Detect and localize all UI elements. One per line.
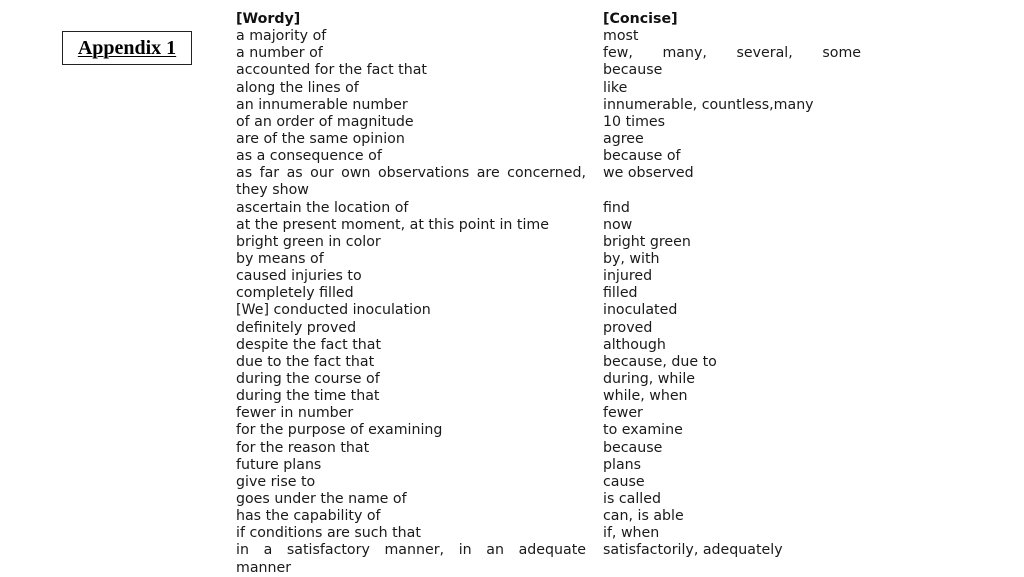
concise-phrase: because, due to	[603, 353, 717, 370]
concise-cell	[603, 474, 861, 491]
table-row	[236, 217, 876, 234]
concise-phrase: because	[603, 62, 663, 79]
wordy-phrase: at the present moment, at this point in time	[236, 216, 549, 233]
table-row	[236, 440, 876, 457]
wordy-phrase: accounted for the fact that	[236, 62, 427, 79]
concise-cell	[603, 148, 861, 165]
wordy-cell	[236, 62, 586, 79]
concise-cell	[603, 457, 861, 474]
table-row	[236, 320, 876, 337]
wordy-cell	[236, 508, 586, 525]
table-row	[236, 337, 876, 354]
table-row	[236, 422, 876, 439]
concise-phrase: although	[603, 336, 666, 353]
table-row	[236, 371, 876, 388]
concise-phrase: cause	[603, 473, 645, 490]
concise-cell	[603, 97, 861, 114]
wordy-cell	[236, 457, 586, 474]
concise-column-header: [Concise]	[603, 11, 678, 27]
concise-phrase: during, while	[603, 370, 695, 387]
concise-cell	[603, 320, 861, 337]
table-header-row	[236, 11, 876, 28]
concise-phrase: because	[603, 439, 663, 456]
wordy-cell	[236, 302, 586, 319]
concise-cell	[603, 62, 861, 79]
table-row	[236, 405, 876, 422]
wordy-phrase: goes under the name of	[236, 490, 407, 507]
table-row	[236, 542, 876, 576]
wordy-phrase: definitely proved	[236, 319, 357, 336]
table-row	[236, 234, 876, 251]
wordy-phrase: ascertain the location of	[236, 199, 409, 216]
wordy-phrase: caused injuries to	[236, 268, 362, 285]
wordy-phrase: a majority of	[236, 28, 327, 45]
wordy-phrase: an innumerable number	[236, 96, 408, 113]
concise-cell	[603, 542, 861, 559]
wordy-phrase: has the capability of	[236, 508, 381, 525]
wordy-cell	[236, 80, 586, 97]
concise-cell	[603, 45, 861, 62]
wordy-cell	[236, 28, 586, 45]
wordy-cell	[236, 234, 586, 251]
wordy-phrase: completely filled	[236, 285, 354, 302]
concise-phrase: filled	[603, 285, 638, 302]
wordy-cell	[236, 97, 586, 114]
wordy-cell	[236, 200, 586, 217]
concise-phrase: can, is able	[603, 508, 684, 525]
table-row	[236, 62, 876, 79]
concise-phrase: proved	[603, 319, 653, 336]
wordy-phrase: as a consequence of	[236, 148, 382, 165]
concise-cell	[603, 371, 861, 388]
table-row	[236, 45, 876, 62]
wordy-phrase: during the time that	[236, 388, 380, 405]
table-row	[236, 97, 876, 114]
concise-cell	[603, 354, 861, 371]
concise-phrase: is called	[603, 490, 661, 507]
wordy-phrase: by means of	[236, 250, 324, 267]
concise-cell	[603, 388, 861, 405]
wordy-cell	[236, 371, 586, 388]
concise-cell	[603, 422, 861, 439]
concise-phrase: plans	[603, 456, 642, 473]
concise-cell	[603, 114, 861, 131]
wordy-cell	[236, 422, 586, 439]
wordy-phrase: of an order of magnitude	[236, 113, 414, 130]
table-row	[236, 131, 876, 148]
wordy-phrase: if conditions are such that	[236, 525, 421, 542]
concise-phrase: most	[603, 28, 639, 45]
table-row	[236, 165, 876, 199]
concise-cell	[603, 302, 861, 319]
concise-cell	[603, 268, 861, 285]
concise-phrase: agree	[603, 131, 644, 147]
concise-phrase: few, many, several, some	[603, 45, 861, 62]
wordy-cell	[236, 354, 586, 371]
table-row	[236, 525, 876, 542]
concise-cell	[603, 251, 861, 268]
concise-cell	[603, 337, 861, 354]
wordy-cell	[236, 337, 586, 354]
wordy-phrase: bright green in color	[236, 233, 381, 250]
wordy-phrase-continued: manner	[236, 559, 292, 576]
table-row	[236, 457, 876, 474]
wordy-phrase: in a satisfactory manner, in an adequate	[236, 542, 586, 559]
appendix-label-box	[62, 31, 192, 65]
wordy-phrase: during the course of	[236, 370, 380, 387]
wordy-phrase: are of the same opinion	[236, 131, 405, 147]
wordy-cell	[236, 491, 586, 508]
concise-phrase: bright green	[603, 233, 691, 250]
table-row	[236, 388, 876, 405]
wordy-phrase: due to the fact that	[236, 353, 375, 370]
concise-cell	[603, 285, 861, 302]
wordy-cell	[236, 268, 586, 285]
table-row	[236, 474, 876, 491]
concise-cell	[603, 28, 861, 45]
wordy-concise-table	[236, 11, 876, 577]
table-row	[236, 491, 876, 508]
concise-phrase: innumerable, countless,many	[603, 96, 814, 113]
concise-phrase: satisfactorily, adequately	[603, 542, 783, 559]
table-row	[236, 508, 876, 525]
concise-phrase: like	[603, 79, 628, 96]
table-row	[236, 268, 876, 285]
concise-phrase: now	[603, 216, 633, 233]
concise-phrase: while, when	[603, 388, 688, 405]
table-row	[236, 148, 876, 165]
wordy-phrase: a number of	[236, 45, 323, 62]
table-row	[236, 354, 876, 371]
concise-phrase: we observed	[603, 165, 694, 182]
wordy-cell	[236, 217, 586, 234]
concise-phrase: by, with	[603, 250, 660, 267]
wordy-cell	[236, 405, 586, 422]
wordy-phrase: for the reason that	[236, 439, 370, 456]
wordy-cell	[236, 440, 586, 457]
wordy-phrase: future plans	[236, 456, 322, 473]
concise-cell	[603, 217, 861, 234]
wordy-cell	[236, 114, 586, 131]
wordy-cell	[236, 474, 586, 491]
wordy-phrase: as far as our own observations are concerned,	[236, 165, 586, 182]
table-row	[236, 251, 876, 268]
wordy-cell	[236, 525, 586, 542]
concise-cell	[603, 525, 861, 542]
concise-phrase: 10 times	[603, 113, 666, 130]
concise-cell	[603, 131, 861, 148]
concise-cell	[603, 440, 861, 457]
table-row	[236, 200, 876, 217]
wordy-cell	[236, 320, 586, 337]
wordy-cell	[236, 148, 586, 165]
wordy-cell	[236, 388, 586, 405]
concise-cell	[603, 234, 861, 251]
table-row	[236, 80, 876, 97]
wordy-cell	[236, 45, 586, 62]
table-body	[236, 28, 876, 577]
wordy-phrase: give rise to	[236, 473, 316, 490]
concise-phrase: because of	[603, 148, 681, 165]
wordy-cell	[236, 542, 586, 576]
wordy-cell	[236, 131, 586, 148]
concise-phrase: inoculated	[603, 302, 678, 319]
concise-cell	[603, 508, 861, 525]
concise-cell	[603, 491, 861, 508]
concise-phrase: find	[603, 199, 630, 216]
concise-cell	[603, 165, 861, 182]
concise-cell	[603, 80, 861, 97]
table-row	[236, 114, 876, 131]
wordy-cell	[236, 285, 586, 302]
wordy-phrase: despite the fact that	[236, 336, 382, 353]
concise-phrase: if, when	[603, 525, 660, 542]
table-row	[236, 28, 876, 45]
wordy-column-header: [Wordy]	[236, 11, 301, 27]
wordy-phrase: along the lines of	[236, 79, 359, 96]
concise-phrase: fewer	[603, 405, 643, 422]
table-row	[236, 302, 876, 319]
wordy-phrase: fewer in number	[236, 405, 354, 422]
wordy-phrase-continued: they show	[236, 182, 309, 199]
concise-cell	[603, 200, 861, 217]
wordy-phrase: for the purpose of examining	[236, 422, 443, 439]
table-row	[236, 285, 876, 302]
wordy-cell	[236, 165, 586, 199]
concise-phrase: to examine	[603, 422, 683, 439]
wordy-phrase: [We] conducted inoculation	[236, 302, 431, 319]
concise-phrase: injured	[603, 268, 653, 285]
wordy-cell	[236, 251, 586, 268]
concise-cell	[603, 405, 861, 422]
appendix-label: Appendix 1	[77, 37, 177, 59]
